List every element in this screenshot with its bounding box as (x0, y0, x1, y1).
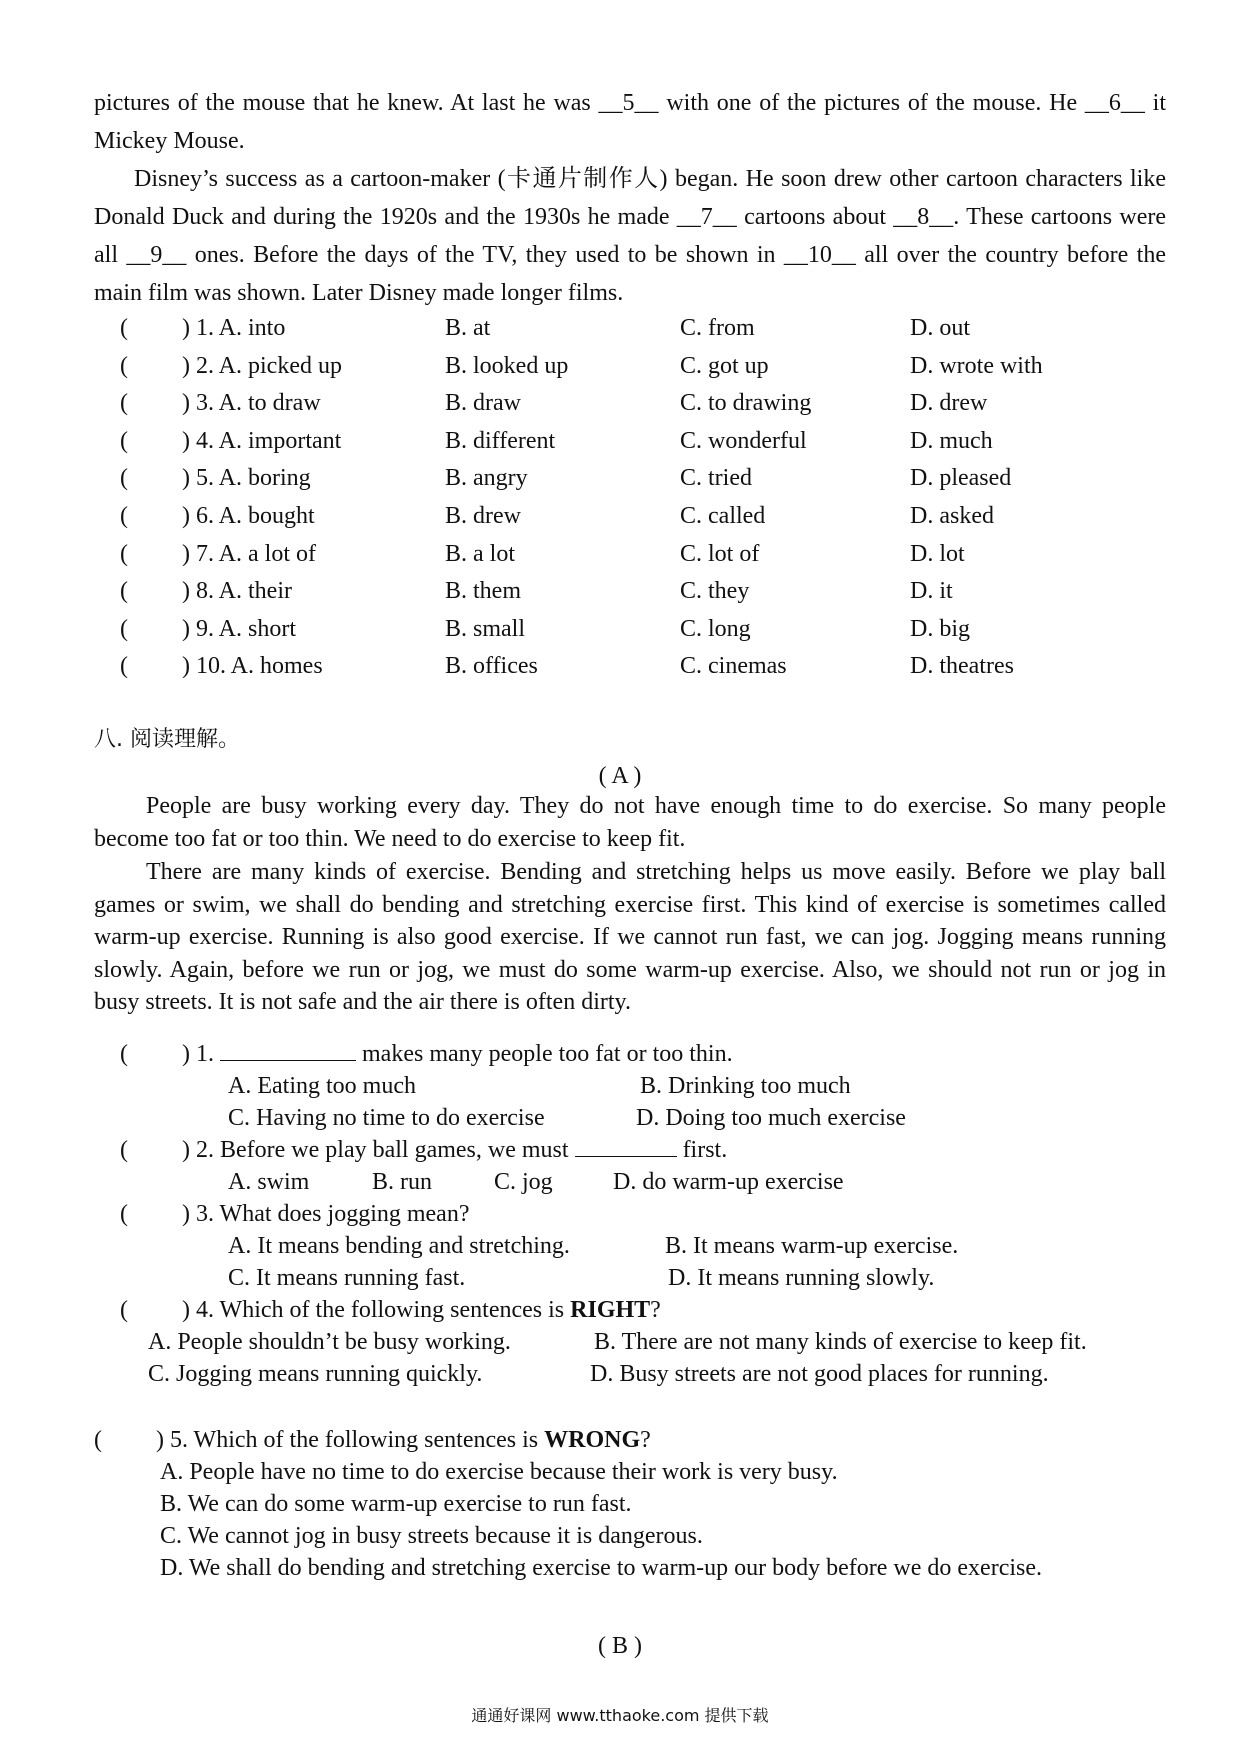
option-a: ) 4. A. important (182, 427, 342, 454)
part-a-label: ( A ) (598, 763, 642, 789)
option-b: B. draw (445, 390, 521, 417)
option-c: C. long (680, 615, 751, 642)
option-a: ) 1. A. into (182, 315, 286, 341)
option-d: D. drew (910, 390, 988, 417)
option-a: A. People shouldn’t be busy working. (148, 1329, 511, 1355)
section-title: 八. 阅读理解。 (94, 727, 240, 752)
cloze-question: ( ) 1. A. into B. at C. from D. out (120, 310, 1140, 348)
option-b: B. them (445, 578, 521, 605)
cloze-question: ( ) 10. A. homes B. offices C. cinemas D. theatres (120, 648, 1140, 686)
part-b-label: ( B ) (598, 1633, 642, 1659)
option-d: D. do warm-up exercise (613, 1169, 844, 1195)
option-b: B. We can do some warm-up exercise to run fast. (160, 1491, 632, 1517)
cloze-question: ( ) 2. A. picked up B. looked up C. got up D. wrote with (120, 348, 1140, 386)
option-a: ) 10. A. homes (182, 653, 323, 680)
cloze-question: ( ) 3. A. to draw B. draw C. to drawing D. drew (120, 385, 1140, 423)
option-c: C. lot of (680, 540, 760, 567)
option-c: C. wonderful (680, 427, 807, 454)
option-d: D. We shall do bending and stretching exercise to warm-up our body before we do exercise. (160, 1555, 1043, 1581)
option-d: D. It means running slowly. (668, 1265, 935, 1291)
reading-paragraph-1: People are busy working every day. They do not have enough time to do exercise. So many people become too fat or too thin. We need to do exercise to keep fit. (94, 793, 1166, 852)
option-a: ) 6. A. bought (182, 502, 315, 529)
cloze-question: ( ) 8. A. their B. them C. they D. it (120, 573, 1140, 611)
option-b: B. There are not many kinds of exercise to keep fit. (594, 1329, 1087, 1355)
option-d: D. asked (910, 502, 994, 529)
option-b: B. offices (445, 653, 538, 680)
option-d: D. it (910, 578, 953, 605)
option-c: C. got up (680, 352, 769, 379)
option-a: ) 8. A. their (182, 578, 292, 605)
option-b: B. It means warm-up exercise. (665, 1233, 959, 1259)
cloze-question: ( ) 4. A. important B. different C. wonderful D. much (120, 423, 1140, 461)
cloze-question: ( ) 6. A. bought B. drew C. called D. asked (120, 498, 1140, 536)
option-c: C. called (680, 502, 766, 529)
option-c: C. Jogging means running quickly. (148, 1361, 483, 1387)
option-d: D. much (910, 427, 993, 454)
option-c: C. jog (494, 1169, 553, 1195)
option-a: ) 5. A. boring (182, 465, 311, 492)
option-a: ) 3. A. to draw (182, 390, 321, 417)
option-b: B. drew (445, 502, 521, 529)
reading-paragraph-2: There are many kinds of exercise. Bending and stretching helps us move easily. Before we play ball games or swim, we shall do bending and stretching exercise first. This kind of exercise is sometimes called warm-up exercise. Running is also good exercise. If we cannot run fast, we can jog. Jogging means running slowly. Again, before we run or jog, we must do some warm-up exercise. Also, we should not run or jog in busy streets. It is not safe and the air there is often dirty. (94, 859, 1166, 1015)
option-d: D. out (910, 315, 970, 341)
option-c: C. cinemas (680, 653, 787, 680)
option-c: C. Having no time to do exercise (228, 1105, 545, 1131)
option-a: A. swim (228, 1169, 310, 1195)
cloze-question: ( ) 5. A. boring B. angry C. tried D. pleased (120, 460, 1140, 498)
cloze-question-list (120, 310, 1140, 686)
keyword-wrong: WRONG (544, 1427, 641, 1453)
option-a: ) 2. A. picked up (182, 352, 342, 379)
cloze-question: ( ) 7. A. a lot of B. a lot C. lot of D. lot (120, 536, 1140, 574)
option-d: D. Doing too much exercise (636, 1105, 906, 1131)
option-b: B. different (445, 427, 556, 454)
option-b: B. run (372, 1169, 432, 1195)
option-c: C. It means running fast. (228, 1265, 466, 1291)
answer-blank (575, 1134, 677, 1157)
option-c: C. from (680, 315, 755, 341)
option-b: B. at (445, 315, 491, 341)
option-a: ) 9. A. short (182, 615, 296, 642)
cloze-question: ( ) 9. A. short B. small C. long D. big (120, 611, 1140, 649)
option-a: A. It means bending and stretching. (228, 1233, 570, 1259)
page-footer: 通通好课网 www.tthaoke.com 提供下载 (471, 1706, 769, 1725)
answer-blank (220, 1038, 356, 1061)
option-a: A. Eating too much (228, 1073, 416, 1099)
option-b: B. angry (445, 465, 528, 492)
option-c: C. We cannot jog in busy streets because it is dangerous. (160, 1523, 703, 1549)
option-c: C. tried (680, 465, 752, 492)
option-d: D. pleased (910, 465, 1012, 492)
reading-question-2: ( ) 2. Before we play ball games, we must first. (120, 1134, 727, 1166)
option-a: A. People have no time to do exercise because their work is very busy. (160, 1459, 838, 1485)
option-d: D. wrote with (910, 352, 1043, 379)
reading-question-1: ( ) 1. makes many people too fat or too thin. (120, 1038, 733, 1070)
option-b: B. a lot (445, 540, 515, 567)
option-d: D. lot (910, 540, 965, 567)
option-b: B. small (445, 615, 526, 642)
option-b: B. looked up (445, 352, 569, 379)
passage-paragraph-2: Disney’s success as a cartoon-maker (卡通片制作人) began. He soon drew other cartoon characters like Donald Duck and during the 1920s and the 1930s he made __7__ cartoons about __8__. These cartoons were all __9__ ones. Before the days of the TV, they used to be shown in __10__ all over the country before the main film was shown. Later Disney made longer films. (94, 166, 1166, 306)
option-d: D. big (910, 615, 970, 642)
option-d: D. theatres (910, 653, 1014, 680)
option-d: D. Busy streets are not good places for running. (590, 1361, 1049, 1387)
option-c: C. to drawing (680, 390, 812, 417)
passage-paragraph-1: pictures of the mouse that he knew. At last he was __5__ with one of the pictures of the mouse. He __6__ it Mickey Mouse. (94, 90, 1166, 154)
keyword-right: RIGHT (570, 1297, 651, 1323)
reading-question-5: ( ) 5. Which of the following sentences is WRONG? (94, 1427, 651, 1453)
option-c: C. they (680, 578, 750, 605)
option-b: B. Drinking too much (640, 1073, 851, 1099)
reading-question-4: ( ) 4. Which of the following sentences is RIGHT? (120, 1297, 661, 1323)
reading-question-3: ( ) 3. What does jogging mean? (120, 1201, 470, 1227)
option-a: ) 7. A. a lot of (182, 540, 316, 567)
